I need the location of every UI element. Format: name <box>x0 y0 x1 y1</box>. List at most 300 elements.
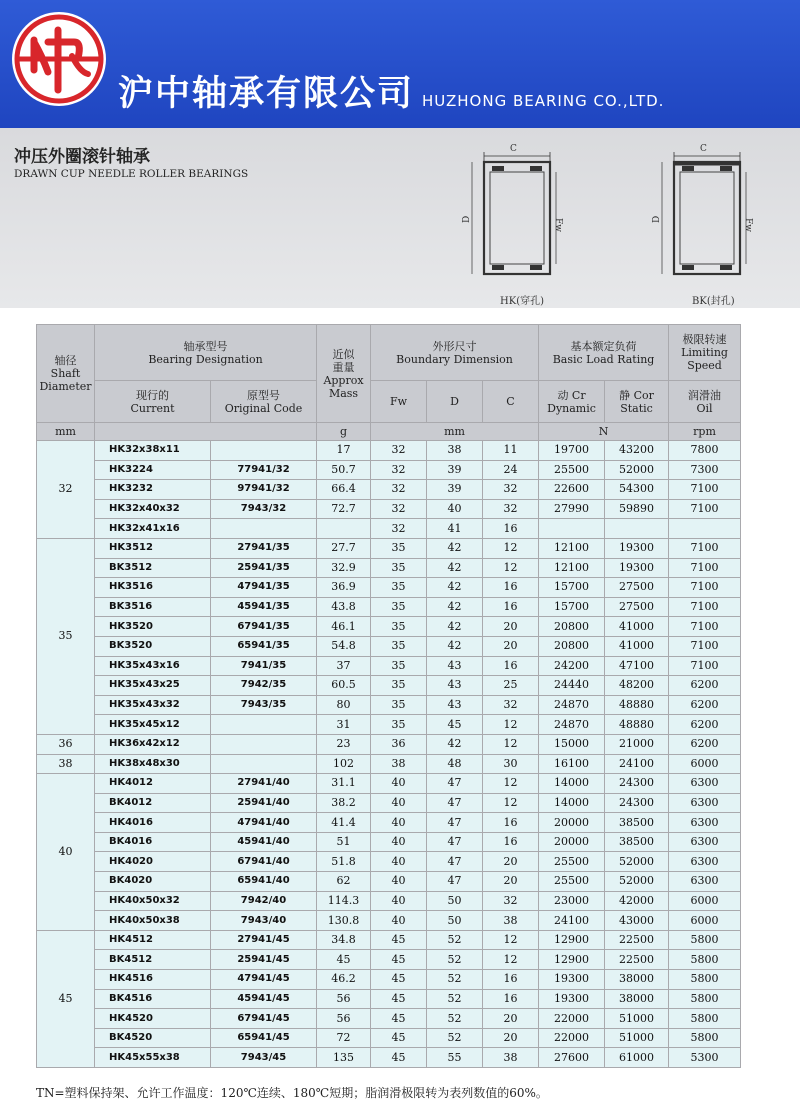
d-cell: 52 <box>427 1009 483 1029</box>
cor-cell: 48200 <box>605 676 669 696</box>
fw-cell: 40 <box>371 774 427 794</box>
cor-cell: 27500 <box>605 578 669 598</box>
table-row <box>37 1048 741 1068</box>
current-header: 现行的 Current <box>95 381 211 423</box>
header-band <box>0 0 800 128</box>
d-cell: 42 <box>427 597 483 617</box>
d-cell: 52 <box>427 989 483 1009</box>
original-code-cell: 45941/35 <box>211 597 317 617</box>
speed-cell: 5800 <box>669 950 741 970</box>
speed-cell: 5300 <box>669 1048 741 1068</box>
table-row <box>37 695 741 715</box>
cr-cell: 22000 <box>539 1028 605 1048</box>
d-cell: 50 <box>427 911 483 931</box>
table-row <box>37 793 741 813</box>
table-row <box>37 734 741 754</box>
c-cell: 12 <box>483 715 539 735</box>
fw-cell: 35 <box>371 676 427 696</box>
bk-c-label: C <box>700 144 707 154</box>
fw-cell: 40 <box>371 911 427 931</box>
table-row <box>37 636 741 656</box>
table-row <box>37 715 741 735</box>
mass-cell: 51 <box>317 832 371 852</box>
d-cell: 52 <box>427 950 483 970</box>
d-cell: 47 <box>427 774 483 794</box>
mass-cell: 32.9 <box>317 558 371 578</box>
cr-cell: 25500 <box>539 460 605 480</box>
mass-cell: 34.8 <box>317 930 371 950</box>
mass-cell: 50.7 <box>317 460 371 480</box>
c-cell: 16 <box>483 813 539 833</box>
c-cell: 16 <box>483 832 539 852</box>
speed-cell: 6200 <box>669 695 741 715</box>
cr-cell: 19700 <box>539 441 605 461</box>
table-row <box>37 970 741 990</box>
mass-cell: 130.8 <box>317 911 371 931</box>
table-row <box>37 519 741 539</box>
speed-cell: 5800 <box>669 930 741 950</box>
current-code-cell: HK3516 <box>95 578 211 598</box>
d-cell: 39 <box>427 460 483 480</box>
c-cell: 32 <box>483 695 539 715</box>
c-header: C <box>483 381 539 423</box>
page-title-cn: 冲压外圈滚针轴承 <box>14 147 150 167</box>
cor-cell: 19300 <box>605 538 669 558</box>
bearing-table <box>36 324 741 1068</box>
speed-cell: 7800 <box>669 441 741 461</box>
cor-cell: 51000 <box>605 1009 669 1029</box>
table-row <box>37 872 741 892</box>
current-code-cell: HK3224 <box>95 460 211 480</box>
shaft-cell: 45 <box>37 930 95 1067</box>
mass-cell: 51.8 <box>317 852 371 872</box>
speed-cell: 7100 <box>669 636 741 656</box>
d-cell: 47 <box>427 793 483 813</box>
mass-cell: 36.9 <box>317 578 371 598</box>
current-code-cell: BK4512 <box>95 950 211 970</box>
speed-cell: 5800 <box>669 1009 741 1029</box>
mass-cell: 114.3 <box>317 891 371 911</box>
table-row <box>37 460 741 480</box>
current-code-cell: HK4016 <box>95 813 211 833</box>
original-code-cell: 7942/35 <box>211 676 317 696</box>
original-code-cell: 67941/35 <box>211 617 317 637</box>
speed-cell: 7100 <box>669 578 741 598</box>
fw-cell: 35 <box>371 558 427 578</box>
cor-cell: 48880 <box>605 715 669 735</box>
speed-cell: 7100 <box>669 480 741 500</box>
d-cell: 42 <box>427 558 483 578</box>
original-code-cell: 7943/32 <box>211 499 317 519</box>
cr-cell: 24100 <box>539 911 605 931</box>
company-name-cn: 沪中轴承有限公司 <box>118 74 415 114</box>
original-code-cell: 67941/45 <box>211 1009 317 1029</box>
shaft-cell: 36 <box>37 734 95 754</box>
hk-bearing-diagram <box>458 142 570 292</box>
bk-d-label: D <box>652 215 662 223</box>
table-row <box>37 911 741 931</box>
original-code-cell: 27941/40 <box>211 774 317 794</box>
mass-cell <box>317 519 371 539</box>
cr-cell: 19300 <box>539 989 605 1009</box>
fw-cell: 40 <box>371 852 427 872</box>
cor-cell: 38500 <box>605 832 669 852</box>
c-cell: 16 <box>483 519 539 539</box>
d-cell: 42 <box>427 617 483 637</box>
mass-cell: 80 <box>317 695 371 715</box>
original-code-cell: 65941/45 <box>211 1028 317 1048</box>
fw-cell: 32 <box>371 460 427 480</box>
speed-cell: 5800 <box>669 970 741 990</box>
cor-cell: 38000 <box>605 970 669 990</box>
cr-cell: 27990 <box>539 499 605 519</box>
table-header <box>37 325 741 441</box>
fw-cell: 45 <box>371 970 427 990</box>
load-rating-header: 基本额定负荷 Basic Load Rating <box>539 325 669 381</box>
cr-cell: 12900 <box>539 930 605 950</box>
mass-cell: 31.1 <box>317 774 371 794</box>
mass-cell: 41.4 <box>317 813 371 833</box>
d-cell: 43 <box>427 656 483 676</box>
cr-cell: 22000 <box>539 1009 605 1029</box>
speed-cell <box>669 519 741 539</box>
fw-cell: 40 <box>371 891 427 911</box>
shaft-unit: mm <box>37 423 95 441</box>
original-code-cell: 27941/35 <box>211 538 317 558</box>
bk-caption: BK(封孔) <box>692 296 735 307</box>
cor-cell: 42000 <box>605 891 669 911</box>
shaft-cell: 40 <box>37 774 95 931</box>
fw-cell: 32 <box>371 499 427 519</box>
cr-cell: 14000 <box>539 793 605 813</box>
mass-cell: 60.5 <box>317 676 371 696</box>
table-row <box>37 676 741 696</box>
speed-cell: 7100 <box>669 617 741 637</box>
cor-cell: 54300 <box>605 480 669 500</box>
shaft-header: 轴径 Shaft Diameter <box>37 325 95 423</box>
cr-header: 动 Cr Dynamic <box>539 381 605 423</box>
speed-cell: 6200 <box>669 734 741 754</box>
d-cell: 40 <box>427 499 483 519</box>
table-row <box>37 480 741 500</box>
original-code-cell: 77941/32 <box>211 460 317 480</box>
mass-cell: 62 <box>317 872 371 892</box>
speed-cell: 7100 <box>669 558 741 578</box>
speed-cell: 7300 <box>669 460 741 480</box>
company-name-en: HUZHONG BEARING CO.,LTD. <box>422 92 665 110</box>
fw-cell: 35 <box>371 597 427 617</box>
cor-cell: 41000 <box>605 636 669 656</box>
fw-cell: 45 <box>371 1048 427 1068</box>
page-title-en: DRAWN CUP NEEDLE ROLLER BEARINGS <box>14 168 249 180</box>
d-cell: 47 <box>427 832 483 852</box>
fw-cell: 35 <box>371 578 427 598</box>
cr-cell: 25500 <box>539 872 605 892</box>
current-code-cell: HK4516 <box>95 970 211 990</box>
fw-cell: 32 <box>371 480 427 500</box>
cor-header: 静 Cor Static <box>605 381 669 423</box>
table-row <box>37 538 741 558</box>
fw-cell: 36 <box>371 734 427 754</box>
d-cell: 55 <box>427 1048 483 1068</box>
hk-d-label: D <box>462 215 472 223</box>
current-code-cell: BK4516 <box>95 989 211 1009</box>
table-row <box>37 656 741 676</box>
cr-cell: 12100 <box>539 538 605 558</box>
current-code-cell: HK35x43x32 <box>95 695 211 715</box>
original-code-cell <box>211 754 317 774</box>
fw-cell: 40 <box>371 832 427 852</box>
table-row <box>37 891 741 911</box>
current-code-cell: HK40x50x32 <box>95 891 211 911</box>
footnote: TN=塑料保持架、允许工作温度：120℃连续、180℃短期；脂润滑极限转为表列数值的60%。 <box>36 1086 548 1100</box>
speed-cell: 6300 <box>669 832 741 852</box>
mass-cell: 38.2 <box>317 793 371 813</box>
fw-cell: 40 <box>371 793 427 813</box>
cr-cell: 19300 <box>539 970 605 990</box>
original-code-cell: 45941/40 <box>211 832 317 852</box>
fw-cell: 35 <box>371 715 427 735</box>
fw-cell: 40 <box>371 813 427 833</box>
d-cell: 52 <box>427 930 483 950</box>
table-row <box>37 930 741 950</box>
c-cell: 12 <box>483 538 539 558</box>
fw-cell: 32 <box>371 441 427 461</box>
mass-cell: 56 <box>317 1009 371 1029</box>
fw-cell: 40 <box>371 872 427 892</box>
speed-cell: 6300 <box>669 852 741 872</box>
cor-cell: 61000 <box>605 1048 669 1068</box>
c-cell: 12 <box>483 558 539 578</box>
current-code-cell: HK4512 <box>95 930 211 950</box>
fw-cell: 35 <box>371 538 427 558</box>
original-code-cell: 25941/35 <box>211 558 317 578</box>
d-cell: 42 <box>427 578 483 598</box>
d-header: D <box>427 381 483 423</box>
table-row <box>37 1009 741 1029</box>
cr-cell: 16100 <box>539 754 605 774</box>
d-cell: 50 <box>427 891 483 911</box>
hk-c-label: C <box>510 144 517 154</box>
table-row <box>37 499 741 519</box>
cr-cell: 24870 <box>539 695 605 715</box>
c-cell: 32 <box>483 480 539 500</box>
mass-cell: 56 <box>317 989 371 1009</box>
shaft-cell: 35 <box>37 538 95 734</box>
cr-cell: 14000 <box>539 774 605 794</box>
c-cell: 16 <box>483 597 539 617</box>
current-code-cell: HK32x41x16 <box>95 519 211 539</box>
current-code-cell: HK36x42x12 <box>95 734 211 754</box>
speed-cell: 5800 <box>669 1028 741 1048</box>
table-body <box>37 441 741 1068</box>
oil-header: 润滑油 Oil <box>669 381 741 423</box>
c-cell: 12 <box>483 793 539 813</box>
bk-fw-label: Fw <box>743 218 753 232</box>
speed-cell: 6300 <box>669 793 741 813</box>
cor-cell: 43200 <box>605 441 669 461</box>
fw-cell: 45 <box>371 930 427 950</box>
current-code-cell: BK4520 <box>95 1028 211 1048</box>
cor-cell: 24300 <box>605 774 669 794</box>
cr-cell: 15700 <box>539 597 605 617</box>
c-cell: 16 <box>483 989 539 1009</box>
cr-cell: 24870 <box>539 715 605 735</box>
cr-cell: 15000 <box>539 734 605 754</box>
current-code-cell: HK4012 <box>95 774 211 794</box>
current-code-cell: BK3520 <box>95 636 211 656</box>
table-row <box>37 813 741 833</box>
c-cell: 20 <box>483 1028 539 1048</box>
c-cell: 12 <box>483 930 539 950</box>
table-row <box>37 774 741 794</box>
original-code-cell <box>211 519 317 539</box>
speed-cell: 7100 <box>669 538 741 558</box>
c-cell: 12 <box>483 774 539 794</box>
mass-cell: 46.2 <box>317 970 371 990</box>
cr-cell: 20000 <box>539 813 605 833</box>
fw-cell: 45 <box>371 950 427 970</box>
fw-cell: 35 <box>371 695 427 715</box>
c-cell: 32 <box>483 499 539 519</box>
c-cell: 16 <box>483 656 539 676</box>
current-code-cell: HK45x55x38 <box>95 1048 211 1068</box>
current-code-cell: BK4020 <box>95 872 211 892</box>
current-code-cell: HK38x48x30 <box>95 754 211 774</box>
speed-cell: 7100 <box>669 656 741 676</box>
original-code-cell: 7943/35 <box>211 695 317 715</box>
current-code-cell: HK32x40x32 <box>95 499 211 519</box>
hk-caption: HK(穿孔) <box>500 296 544 307</box>
speed-cell: 6000 <box>669 891 741 911</box>
speed-cell: 6300 <box>669 774 741 794</box>
original-code-cell: 47941/40 <box>211 813 317 833</box>
original-code-cell <box>211 715 317 735</box>
c-cell: 16 <box>483 970 539 990</box>
cor-cell: 47100 <box>605 656 669 676</box>
current-code-cell: BK3516 <box>95 597 211 617</box>
table-row <box>37 754 741 774</box>
d-cell: 48 <box>427 754 483 774</box>
cr-cell: 12100 <box>539 558 605 578</box>
c-cell: 20 <box>483 617 539 637</box>
fw-header: Fw <box>371 381 427 423</box>
d-cell: 42 <box>427 734 483 754</box>
current-code-cell: HK3520 <box>95 617 211 637</box>
cor-cell: 48880 <box>605 695 669 715</box>
d-cell: 52 <box>427 1028 483 1048</box>
current-code-cell: BK4016 <box>95 832 211 852</box>
original-code-cell: 27941/45 <box>211 930 317 950</box>
mass-cell: 23 <box>317 734 371 754</box>
mass-cell: 72.7 <box>317 499 371 519</box>
original-code-cell: 45941/45 <box>211 989 317 1009</box>
table-row <box>37 1028 741 1048</box>
original-code-cell: 65941/40 <box>211 872 317 892</box>
original-code-cell: 65941/35 <box>211 636 317 656</box>
mass-cell: 17 <box>317 441 371 461</box>
cr-cell: 15700 <box>539 578 605 598</box>
mass-unit: g <box>317 423 371 441</box>
c-cell: 12 <box>483 734 539 754</box>
cr-cell <box>539 519 605 539</box>
cor-cell: 38500 <box>605 813 669 833</box>
current-code-cell: HK32x38x11 <box>95 441 211 461</box>
cor-cell: 27500 <box>605 597 669 617</box>
d-cell: 41 <box>427 519 483 539</box>
cr-cell: 12900 <box>539 950 605 970</box>
table-row <box>37 852 741 872</box>
mass-cell: 46.1 <box>317 617 371 637</box>
original-header: 原型号 Original Code <box>211 381 317 423</box>
cor-cell: 22500 <box>605 930 669 950</box>
fw-cell: 35 <box>371 636 427 656</box>
d-cell: 45 <box>427 715 483 735</box>
table-row <box>37 597 741 617</box>
designation-unit-blank <box>95 423 317 441</box>
d-cell: 43 <box>427 695 483 715</box>
mass-cell: 37 <box>317 656 371 676</box>
current-code-cell: BK3512 <box>95 558 211 578</box>
cr-cell: 25500 <box>539 852 605 872</box>
c-cell: 38 <box>483 911 539 931</box>
c-cell: 24 <box>483 460 539 480</box>
original-code-cell <box>211 734 317 754</box>
fw-cell: 35 <box>371 617 427 637</box>
cr-cell: 20000 <box>539 832 605 852</box>
shaft-cell: 32 <box>37 441 95 539</box>
table-row <box>37 578 741 598</box>
original-code-cell: 97941/32 <box>211 480 317 500</box>
d-cell: 47 <box>427 852 483 872</box>
c-cell: 11 <box>483 441 539 461</box>
speed-cell: 7100 <box>669 597 741 617</box>
c-cell: 30 <box>483 754 539 774</box>
mass-header: 近似 重量 Approx Mass <box>317 325 371 423</box>
mass-cell: 72 <box>317 1028 371 1048</box>
load-unit: N <box>539 423 669 441</box>
speed-cell: 6200 <box>669 676 741 696</box>
cor-cell: 52000 <box>605 852 669 872</box>
speed-cell: 6300 <box>669 872 741 892</box>
d-cell: 47 <box>427 872 483 892</box>
speed-cell: 6300 <box>669 813 741 833</box>
original-code-cell: 25941/45 <box>211 950 317 970</box>
c-cell: 25 <box>483 676 539 696</box>
c-cell: 12 <box>483 950 539 970</box>
cor-cell: 22500 <box>605 950 669 970</box>
current-code-cell: HK35x45x12 <box>95 715 211 735</box>
company-logo <box>12 12 106 106</box>
table-row <box>37 441 741 461</box>
cr-cell: 23000 <box>539 891 605 911</box>
cor-cell: 59890 <box>605 499 669 519</box>
fw-cell: 32 <box>371 519 427 539</box>
cor-cell: 21000 <box>605 734 669 754</box>
d-cell: 52 <box>427 970 483 990</box>
table-row <box>37 617 741 637</box>
speed-cell: 6000 <box>669 754 741 774</box>
boundary-header: 外形尺寸 Boundary Dimension <box>371 325 539 381</box>
table-row <box>37 558 741 578</box>
hk-fw-label: Fw <box>553 218 563 232</box>
speed-cell: 5800 <box>669 989 741 1009</box>
c-cell: 38 <box>483 1048 539 1068</box>
dimension-unit: mm <box>371 423 539 441</box>
cor-cell: 52000 <box>605 460 669 480</box>
table-row <box>37 989 741 1009</box>
bk-bearing-diagram <box>648 142 760 292</box>
